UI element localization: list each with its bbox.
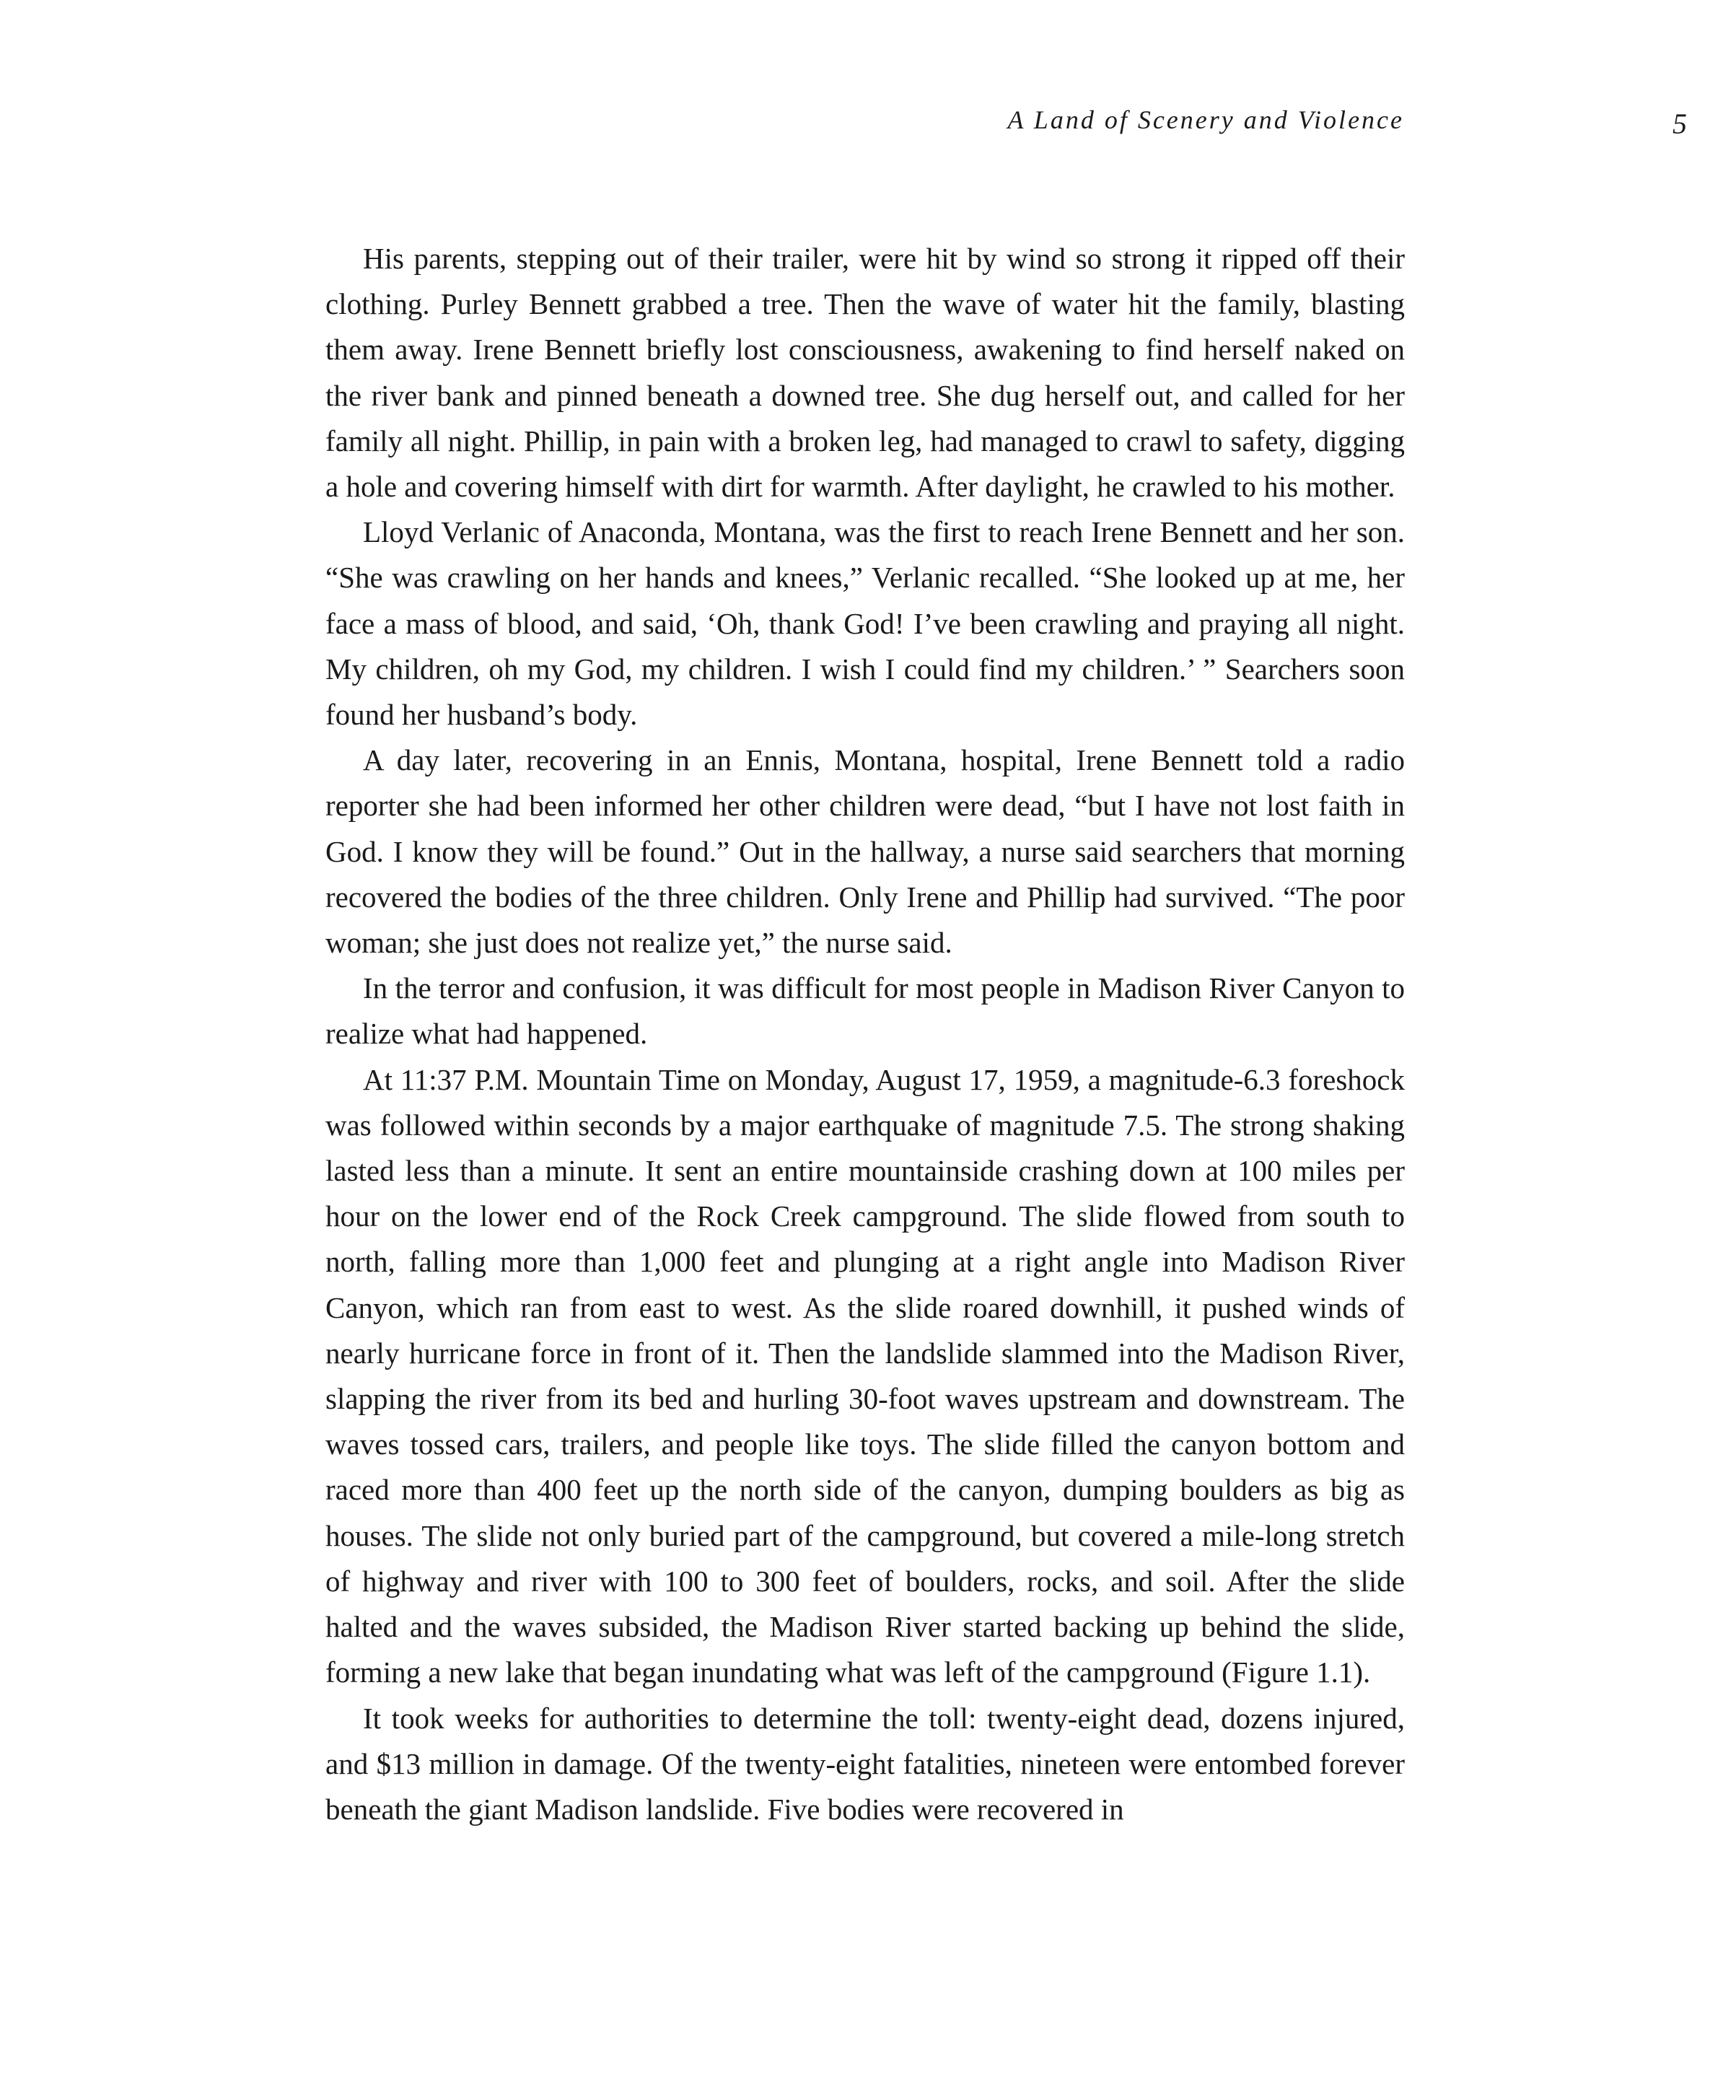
paragraph-1: His parents, stepping out of their trailer, were hit by wind so strong it ripped off their clothing. Purley Bennett grabbed a tree. Then the wave of water hit the family, blasting them away. Irene Bennett briefly lost consciousness, awakening to find herself naked on the river bank and pinned beneath a downed tree. She dug herself out, and called for her family all night. Phillip, in pain with a broken leg, had managed to crawl to safety, digging a hole and covering himself with dirt for warmth. After daylight, he crawled to his mother. — [325, 242, 1405, 504]
paragraph-3: A day later, recovering in an Ennis, Montana, hospital, Irene Bennett told a radio reporter she had been informed her other children were dead, “but I have not lost faith in God. I know they will be found.” Out in the hallway, a nurse said searchers that morning recovered the bodies of the three children. Only Irene and Phillip had survived. “The poor woman; she just does not realize yet,” the nurse said. — [325, 743, 1405, 960]
paragraph-4: In the terror and confusion, it was difficult for most people in Madison River Canyon to realize what had happened. — [325, 971, 1405, 1051]
paragraph-2: Lloyd Verlanic of Anaconda, Montana, was the first to reach Irene Bennett and her son. “She was crawling on her hands and knees,” Verlanic recalled. “She looked up at me, her face a mass of blood, and said, ‘Oh, thank God! I’ve been crawling and praying all night. My children, oh my God, my children. I wish I could find my children.’ ” Searchers soon found her husband’s body. — [325, 515, 1405, 732]
running-head: A Land of Scenery and Violence — [1007, 105, 1404, 134]
paragraph-6: It took weeks for authorities to determine the toll: twenty-eight dead, dozens injured, and $13 million in damage. Of the twenty-eight fatalities, nineteen were entombed forever beneath the giant Madison landslide. Five bodies were recovered in — [325, 1701, 1405, 1826]
paragraph-5: At 11:37 P.M. Mountain Time on Monday, August 17, 1959, a magnitude-6.3 foreshock was followed within seconds by a major earthquake of magnitude 7.5. The strong shaking lasted less than a minute. It sent an entire mountainside crashing down at 100 miles per hour on the lower end of the Rock Creek campground. The slide flowed from south to north, falling more than 1,000 feet and plunging at a right angle into Madison River Canyon, which ran from east to west. As the slide roared downhill, it pushed winds of nearly hurricane force in front of it. Then the landslide slammed into the Madison River, slapping the river from its bed and hurling 30-foot waves upstream and downstream. The waves tossed cars, trailers, and people like toys. The slide filled the canyon bottom and raced more than 400 feet up the north side of the canyon, dumping boulders as big as houses. The slide not only buried part of the campground, but covered a mile-long stretch of highway and river with 100 to 300 feet of boulders, rocks, and soil. After the slide halted and the waves subsided, the Madison River started backing up behind the slide, forming a new lake that began inundating what was left of the campground (Figure 1.1). — [325, 1062, 1405, 1689]
page-number: 5 — [1673, 108, 1687, 140]
body-text — [325, 236, 1405, 1832]
